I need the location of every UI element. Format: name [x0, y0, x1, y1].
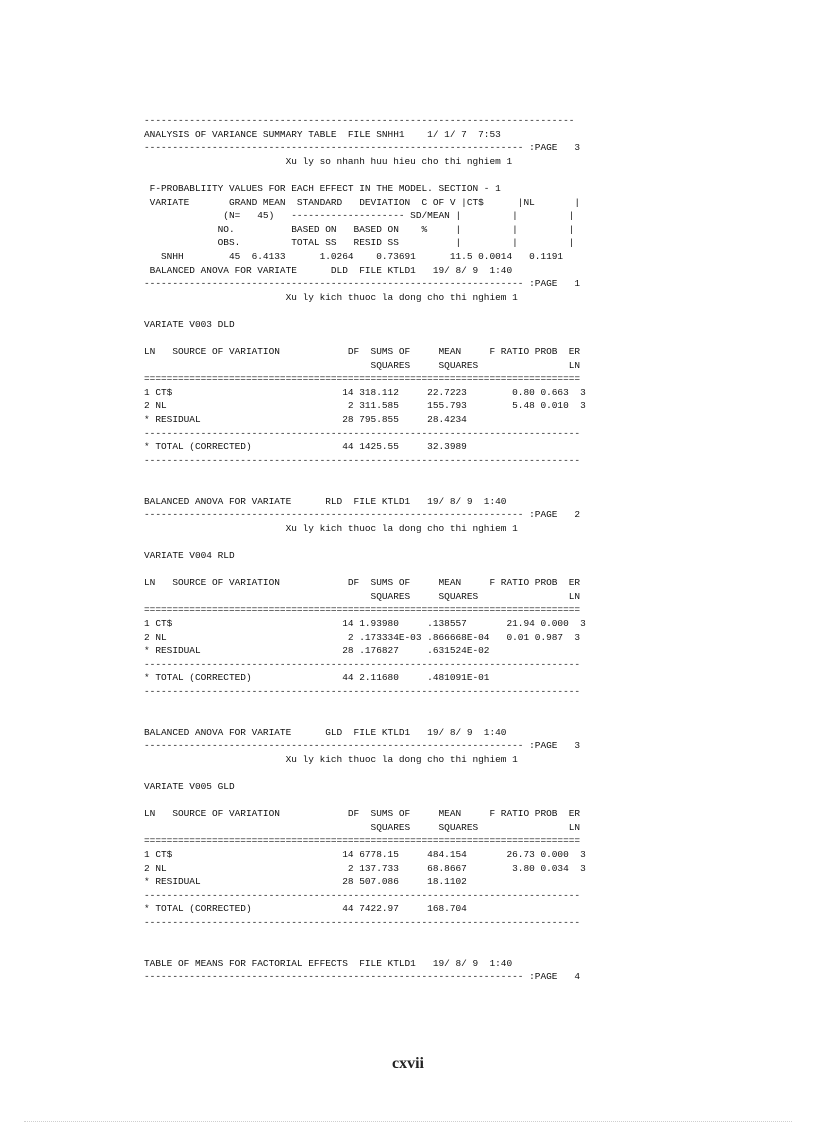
listing-line: LN SOURCE OF VARIATION DF SUMS OF MEAN F RATIO PROB ER — [144, 808, 581, 820]
listing-line: VARIATE V003 DLD — [144, 318, 235, 330]
listing-line — [144, 563, 586, 577]
listing-line: TABLE OF MEANS FOR FACTORIAL EFFECTS FILE KTLD1 19/ 8/ 9 1:40 — [144, 957, 513, 969]
listing-line — [144, 481, 586, 495]
listing-line: ----------------------------------------------------------------------------- — [144, 427, 581, 439]
listing-line: VARIATE V005 GLD — [144, 781, 235, 793]
listing-line: 2 NL 2 137.733 68.8667 3.80 0.034 3 — [144, 862, 586, 874]
listing-line: SQUARES SQUARES LN — [144, 359, 581, 371]
listing-line: VARIATE GRAND MEAN STANDARD DEVIATION C OF V |CT$ |NL | — [144, 196, 581, 208]
listing-line: SQUARES SQUARES LN — [144, 821, 581, 833]
listing-line: Xu ly kich thuoc la dong cho thi nghiem 1 — [144, 753, 518, 765]
listing-line: VARIATE V004 RLD — [144, 550, 235, 561]
listing-line: OBS. TOTAL SS RESID SS | | | — [144, 237, 575, 249]
page-number: cxvii — [392, 1055, 424, 1072]
listing-line — [144, 304, 586, 318]
listing-line: ----------------------------------------------------------------------------- — [144, 685, 581, 697]
listing-line: * TOTAL (CORRECTED) 44 2.11680 .481091E-01 — [144, 672, 490, 684]
listing-line: * TOTAL (CORRECTED) 44 1425.55 32.3989 — [144, 441, 467, 453]
listing-line: ------------------------------------------------------------------- :PAGE 3 — [144, 740, 581, 752]
listing-line: * RESIDUAL 28 795.855 28.4234 — [144, 414, 467, 426]
listing-line: Xu ly so nhanh huu hieu cho thi nghiem 1 — [144, 155, 513, 167]
listing-line: Xu ly kich thuoc la dong cho thi nghiem 1 — [144, 291, 518, 303]
listing-line: BALANCED ANOVA FOR VARIATE GLD FILE KTLD1 19/ 8/ 9 1:40 — [144, 726, 507, 738]
listing-line: ============================================================================= — [144, 604, 581, 616]
listing-line: ----------------------------------------------------------------------------- — [144, 658, 581, 670]
listing-line — [144, 943, 586, 957]
listing-line: BALANCED ANOVA FOR VARIATE DLD FILE KTLD1 19/ 8/ 9 1:40 — [144, 264, 513, 276]
listing-line — [144, 767, 586, 781]
listing-line: ------------------------------------------------------------------- :PAGE 4 — [144, 971, 581, 983]
listing-line: 2 NL 2 311.585 155.793 5.48 0.010 3 — [144, 400, 586, 412]
listing-line — [144, 794, 586, 808]
listing-line — [144, 930, 586, 944]
listing-line: BALANCED ANOVA FOR VARIATE RLD FILE KTLD1 19/ 8/ 9 1:40 — [144, 495, 507, 507]
listing-line: 1 CT$ 14 6778.15 484.154 26.73 0.000 3 — [144, 849, 586, 861]
listing-line: 1 CT$ 14 318.112 22.7223 0.80 0.663 3 — [144, 386, 586, 398]
listing-line: * TOTAL (CORRECTED) 44 7422.97 168.704 — [144, 903, 467, 915]
listing-line: (N= 45) -------------------- SD/MEAN | | | — [144, 210, 575, 222]
bottom-divider — [24, 1121, 792, 1122]
listing-line: * RESIDUAL 28 .176827 .631524E-02 — [144, 645, 490, 657]
listing-line: * RESIDUAL 28 507.086 18.1102 — [144, 876, 467, 888]
listing-line: ============================================================================= — [144, 835, 581, 847]
listing-line — [144, 467, 586, 481]
listing-line — [144, 332, 586, 346]
listing-line: ------------------------------------------------------------------- :PAGE 2 — [144, 509, 581, 521]
anova-listing — [144, 114, 586, 984]
listing-line — [144, 535, 586, 549]
listing-line: ANALYSIS OF VARIANCE SUMMARY TABLE FILE SNHH1 1/ 1/ 7 7:53 — [144, 128, 501, 140]
listing-line: NO. BASED ON BASED ON % | | | — [144, 223, 575, 235]
listing-line: ----------------------------------------------------------------------------- — [144, 889, 581, 901]
listing-line: SQUARES SQUARES LN — [144, 590, 581, 602]
listing-line: LN SOURCE OF VARIATION DF SUMS OF MEAN F RATIO PROB ER — [144, 577, 581, 589]
listing-line: ============================================================================= — [144, 373, 581, 385]
listing-line: ---------------------------------------------------------------------------- — [144, 115, 575, 126]
listing-line: ----------------------------------------------------------------------------- — [144, 917, 581, 929]
listing-line — [144, 699, 586, 713]
listing-line: 2 NL 2 .173334E-03 .866668E-04 0.01 0.987 3 — [144, 631, 581, 643]
listing-line: ------------------------------------------------------------------- :PAGE 1 — [144, 278, 581, 290]
listing-line: F-PROBABLIITY VALUES FOR EACH EFFECT IN THE MODEL. SECTION - 1 — [144, 182, 501, 194]
listing-line: SNHH 45 6.4133 1.0264 0.73691 11.5 0.0014 0.1191 — [144, 250, 564, 262]
listing-line: LN SOURCE OF VARIATION DF SUMS OF MEAN F RATIO PROB ER — [144, 346, 581, 358]
listing-line — [144, 712, 586, 726]
listing-line — [144, 168, 586, 182]
listing-line: ----------------------------------------------------------------------------- — [144, 454, 581, 466]
listing-line: Xu ly kich thuoc la dong cho thi nghiem 1 — [144, 522, 518, 534]
listing-line: 1 CT$ 14 1.93980 .138557 21.94 0.000 3 — [144, 617, 586, 629]
listing-line: ------------------------------------------------------------------- :PAGE 3 — [144, 142, 581, 154]
